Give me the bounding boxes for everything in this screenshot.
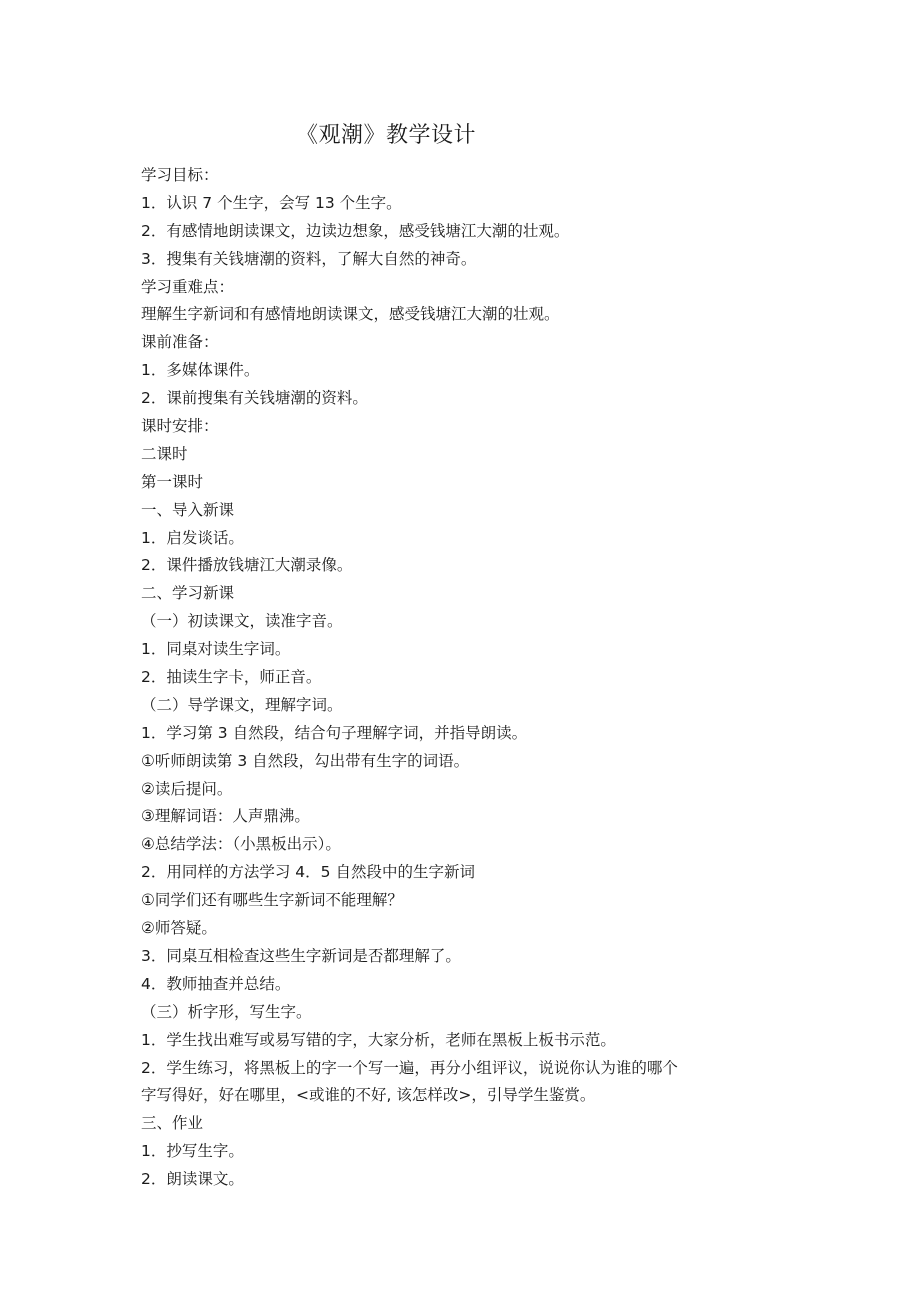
text-line: ④总结学法：（小黑板出示）。 bbox=[141, 835, 341, 854]
document-body bbox=[141, 162, 791, 1194]
text-line: 1．学生找出难写或易写错的字，大家分析，老师在黑板上板书示范。 bbox=[141, 1030, 616, 1049]
text-line: 2．朗读课文。 bbox=[141, 1170, 244, 1189]
text-line: 课时安排： bbox=[141, 417, 219, 436]
text-line: （一）初读课文，读准字音。 bbox=[141, 612, 343, 631]
text-line: 2．有感情地朗读课文，边读边想象，感受钱塘江大潮的壮观。 bbox=[141, 221, 570, 240]
text-line: 2．抽读生字卡，师正音。 bbox=[141, 668, 322, 687]
text-line: 字写得好，好在哪里，<或谁的不好, 该怎样改>，引导学生鉴赏。 bbox=[141, 1086, 596, 1105]
text-line: 第一课时 bbox=[141, 472, 204, 491]
text-line: ①听师朗读第 3 自然段，勾出带有生字的词语。 bbox=[141, 751, 470, 770]
text-line: 二课时 bbox=[141, 444, 188, 463]
text-line: 3．搜集有关钱塘潮的资料，了解大自然的神奇。 bbox=[141, 249, 477, 268]
text-line: 二、学习新课 bbox=[141, 584, 235, 603]
text-line: 1．学习第 3 自然段，结合句子理解字词，并指导朗读。 bbox=[141, 723, 528, 742]
text-line: ②师答疑。 bbox=[141, 919, 217, 938]
text-line: （二）导学课文，理解字词。 bbox=[141, 695, 343, 714]
text-line: ②读后提问。 bbox=[141, 779, 233, 798]
text-line: 2．用同样的方法学习 4．5 自然段中的生字新词 bbox=[141, 863, 475, 882]
text-line: 课前准备： bbox=[141, 333, 219, 352]
text-line: 1．启发谈话。 bbox=[141, 528, 244, 547]
text-line: 2．课前搜集有关钱塘潮的资料。 bbox=[141, 389, 368, 408]
document-title: 《观潮》教学设计 bbox=[296, 123, 477, 148]
text-line: ①同学们还有哪些生字新词不能理解？ bbox=[141, 891, 403, 910]
text-line: 2．学生练习，将黑板上的字一个写一遍，再分小组评议，说说你认为谁的哪个 bbox=[141, 1058, 678, 1077]
text-line: 4．教师抽查并总结。 bbox=[141, 974, 291, 993]
text-line: 理解生字新词和有感情地朗读课文，感受钱塘江大潮的壮观。 bbox=[141, 305, 560, 324]
text-line: 学习目标： bbox=[141, 166, 219, 184]
text-line: 三、作业 bbox=[141, 1114, 204, 1133]
text-line: 1．认识 7 个生字，会写 13 个生字。 bbox=[141, 193, 402, 212]
text-line: 学习重难点： bbox=[141, 277, 235, 296]
text-line: 2．课件播放钱塘江大潮录像。 bbox=[141, 556, 353, 575]
text-line: 1．多媒体课件。 bbox=[141, 361, 260, 380]
text-line: （三）析字形，写生字。 bbox=[141, 1002, 312, 1021]
text-line: 3．同桌互相检查这些生字新词是否都理解了。 bbox=[141, 946, 461, 965]
text-line: ③理解词语：人声鼎沸。 bbox=[141, 807, 310, 826]
text-line: 1．同桌对读生字词。 bbox=[141, 640, 291, 659]
text-line: 1．抄写生字。 bbox=[141, 1142, 244, 1161]
text-line: 一、导入新课 bbox=[141, 500, 235, 519]
